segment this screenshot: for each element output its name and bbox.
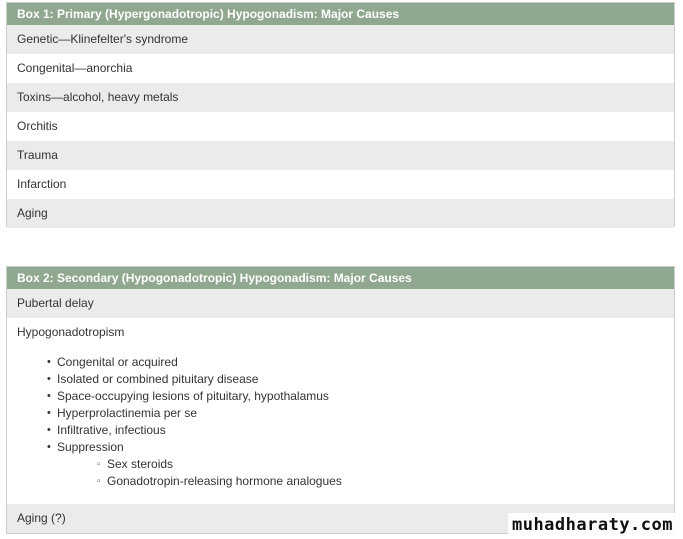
secondary-hypogonadism-box xyxy=(6,266,675,534)
sub-bullet: ▫ Gonadotropin-releasing hormone analogues xyxy=(97,473,674,490)
cause-bullet: • Congenital or acquired xyxy=(47,354,674,371)
box1-row: Orchitis xyxy=(17,119,58,133)
primary-hypogonadism-box xyxy=(6,2,675,227)
box2-row-hypogonadotropism xyxy=(7,318,674,498)
box1-title: Box 1: Primary (Hypergonadotropic) Hypogonadism: Major Causes xyxy=(7,3,674,25)
box1-row: Aging xyxy=(7,199,674,228)
site-watermark: muhadharaty.com xyxy=(508,513,677,537)
cause-bullet-list xyxy=(17,354,674,490)
cause-bullet: • Infiltrative, infectious xyxy=(47,422,674,439)
cause-bullet: • Space-occupying lesions of pituitary, hypothalamus xyxy=(47,388,674,405)
suppression-sub-list xyxy=(57,456,674,490)
box1-row: Genetic—Klinefelter's syndrome xyxy=(7,25,674,54)
cause-bullet: • Isolated or combined pituitary disease xyxy=(47,371,674,388)
cause-bullet-label: Suppression xyxy=(57,440,124,454)
box1-row: Congenital—anorchia xyxy=(17,61,133,75)
cause-bullet: • Hyperprolactinemia per se xyxy=(47,405,674,422)
box2-row-aging: Aging (?) xyxy=(7,504,674,533)
sub-bullet: ▫ Sex steroids xyxy=(97,456,674,473)
box1-row: Trauma xyxy=(7,141,674,170)
box1-row: Infarction xyxy=(17,177,67,191)
box2-row-pubertal-delay: Pubertal delay xyxy=(7,289,674,318)
box2-title: Box 2: Secondary (Hypogonadotropic) Hypogonadism: Major Causes xyxy=(7,267,674,289)
box1-row: Toxins—alcohol, heavy metals xyxy=(7,83,674,112)
hypogonadotropism-heading: Hypogonadotropism xyxy=(17,325,125,339)
cause-bullet-suppression xyxy=(47,439,674,490)
